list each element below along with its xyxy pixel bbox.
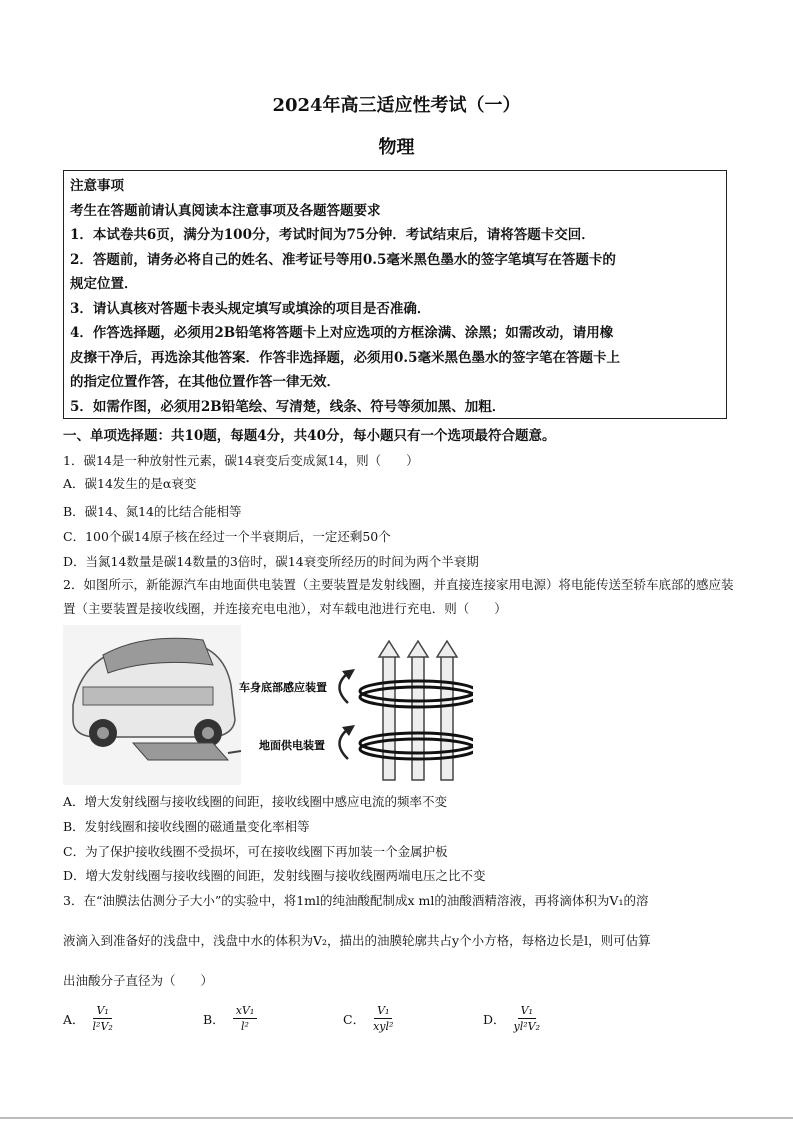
- notice-item: 5．如需作图，必须用2B铅笔绘、写清楚，线条、符号等须加黑、加粗．: [70, 398, 506, 415]
- q1-option-d: D．当氮14数量是碳14数量的3倍时，碳14衰变所经历的时间为两个半衰期: [63, 554, 479, 569]
- notice-item: 2．答题前，请务必将自己的姓名、准考证号等用0.5毫米黑色墨水的签字笔填写在答题卡的: [70, 251, 616, 268]
- label-transmitter: 地面供电装置: [259, 739, 325, 752]
- q1-option-b: B．碳14、氮14的比结合能相等: [63, 504, 242, 519]
- notice-box: [63, 170, 727, 419]
- q3-option-a: [63, 1004, 113, 1033]
- notice-item: 的指定位置作答，在其他位置作答一律无效．: [70, 374, 340, 390]
- q1-option-a: A．碳14发生的是α衰变: [63, 476, 197, 491]
- q3-option-a-label: A．: [63, 1011, 85, 1027]
- page-title: 2024年高三适应性考试（一）: [272, 95, 521, 116]
- subject-title: 物理: [378, 137, 415, 158]
- label-receiver: 车身底部感应装置: [239, 681, 327, 694]
- fraction: $\frac{\text{xV₁}}{\text{l²}}$: [233, 1004, 258, 1033]
- q3-option-d: [483, 1004, 540, 1033]
- fraction: $\frac{\text{V₁}}{\text{yl²V₂}}$: [513, 1004, 541, 1033]
- notice-item: 4．作答选择题，必须用2B铅笔将答题卡上对应选项的方框涂满、涂黑；如需改动，请用橡: [70, 325, 614, 341]
- q3-line-3: 出油酸分子直径为（ ）: [63, 973, 214, 988]
- q3-option-d-label: D．: [483, 1011, 506, 1027]
- q1-stem: 1．碳14是一种放射性元素，碳14衰变后变成氮14，则（ ）: [63, 453, 419, 468]
- q3-option-b-label: B．: [203, 1011, 225, 1027]
- notice-heading: 注意事项: [70, 178, 124, 194]
- fraction: $\frac{\text{V₁}}{\text{xyl²}}$: [373, 1004, 394, 1033]
- fraction: $\frac{\text{V₁}}{\text{l²V₂}}$: [92, 1004, 113, 1033]
- q3-line-1: 3．在“油膜法估测分子大小”的实验中，将1ml的纯油酸配制成x ml的油酸酒精溶液，再将滴体积为V₁的溶: [63, 893, 649, 908]
- q2-option-b: B．发射线圈和接收线圈的磁通量变化率相等: [63, 819, 310, 834]
- q3-option-c: [343, 1004, 393, 1033]
- notice-item: 规定位置．: [70, 276, 138, 292]
- q2-option-a: A．增大发射线圈与接收线圈的间距，接收线圈中感应电流的频率不变: [63, 794, 448, 809]
- wireless-charging-figure: [63, 625, 473, 785]
- q3-option-c-label: C．: [343, 1011, 366, 1027]
- notice-item: 3．请认真核对答题卡表头规定填写或填涂的项目是否准确．: [70, 300, 431, 317]
- curved-arrow-icon: [340, 673, 349, 759]
- section-title: 一、单项选择题：共10题，每题4分，共40分，每小题只有一个选项最符合题意。: [63, 428, 556, 444]
- q3-option-b: [203, 1004, 257, 1033]
- page-bottom-rule: [0, 1117, 793, 1119]
- q2-option-d: D．增大发射线圈与接收线圈的间距，发射线圈与接收线圈两端电压之比不变: [63, 868, 486, 883]
- car-illustration: [63, 625, 241, 785]
- notice-intro: 考生在答题前请认真阅读本注意事项及各题答题要求: [70, 202, 381, 219]
- notice-item: 皮擦干净后，再选涂其他答案．作答非选择题，必须用0.5毫米黑色墨水的签字笔在答题卡上: [70, 349, 620, 366]
- notice-item: 1．本试卷共6页，满分为100分，考试时间为75分钟．考试结束后，请将答题卡交回．: [70, 227, 595, 243]
- q2-figure: [63, 625, 473, 785]
- q1-option-c: C．100个碳14原子核在经过一个半衰期后，一定还剩50个: [63, 529, 391, 544]
- q3-line-2: 液滴入到准备好的浅盘中，浅盘中水的体积为V₂，描出的油膜轮廓共占y个小方格，每格边长是l，则可估算: [63, 933, 651, 948]
- q2-stem: 2．如图所示，新能源汽车由地面供电装置（主要装置是发射线圈，并直接连接家用电源）将电能传送至轿车底部的感应装置（主要装置是接收线圈，并连接充电电池），对车载电池进行充电．则（ ）: [63, 577, 734, 616]
- q2-option-c: C．为了保护接收线圈不受损坏，可在接收线圈下再加装一个金属护板: [63, 844, 448, 859]
